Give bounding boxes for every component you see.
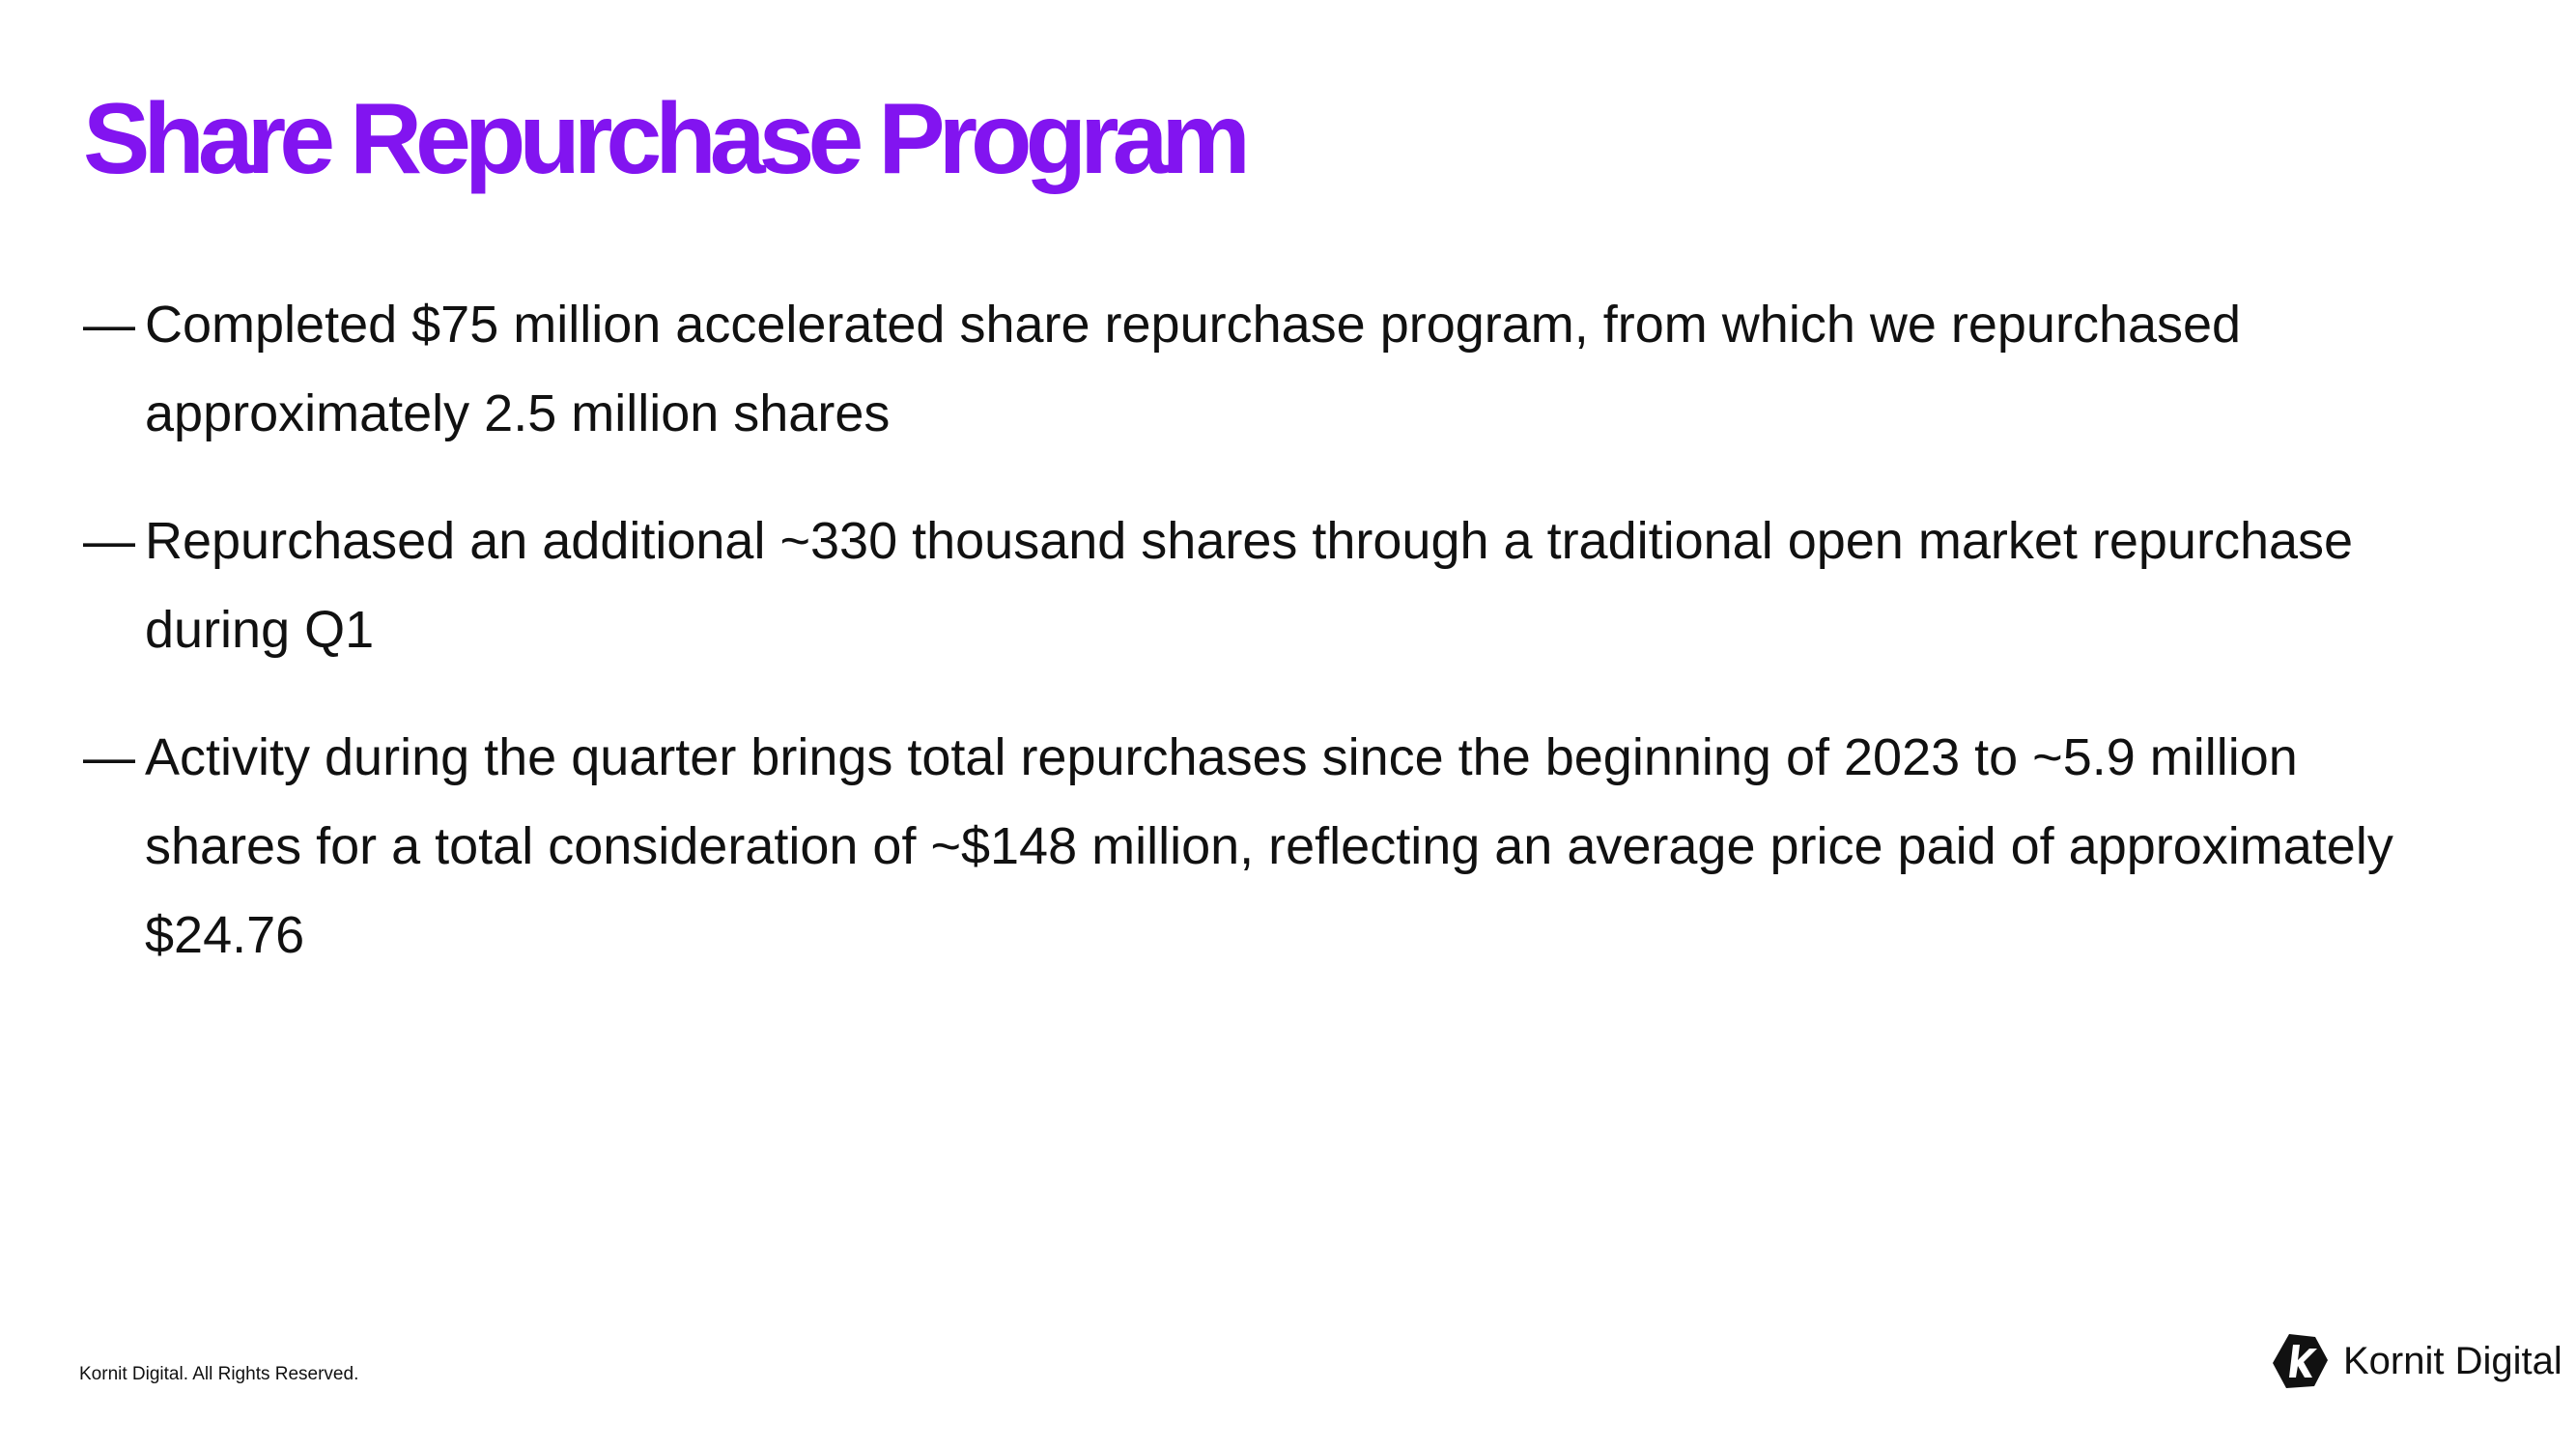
bullet-dash: — — [83, 512, 135, 570]
kornit-logo — [2270, 1331, 2562, 1391]
bullet-item — [83, 713, 2420, 980]
slide-title: Share Repurchase Program — [83, 83, 1244, 195]
bullet-dash: — — [83, 296, 135, 354]
bullet-item — [83, 280, 2420, 458]
bullet-dash: — — [83, 728, 135, 786]
bullet-text: Completed $75 million accelerated share repurchase program, from which we repurchased approximately 2.5 million shares — [145, 296, 2242, 442]
bullet-item — [83, 497, 2420, 674]
bullet-text: Repurchased an additional ~330 thousand shares through a traditional open market repurchase during Q1 — [145, 512, 2354, 659]
bullet-list — [83, 280, 2420, 1018]
bullet-text: Activity during the quarter brings total repurchases since the beginning of 2023 to ~5.9 million shares for a total consideration of ~$148 million, reflecting an average price paid of approximately $24.76 — [145, 728, 2393, 964]
footer-copyright: Kornit Digital. All Rights Reserved. — [79, 1364, 359, 1384]
logo-text: Kornit Digital — [2343, 1339, 2562, 1382]
kornit-k-hexagon-icon — [2270, 1331, 2330, 1391]
